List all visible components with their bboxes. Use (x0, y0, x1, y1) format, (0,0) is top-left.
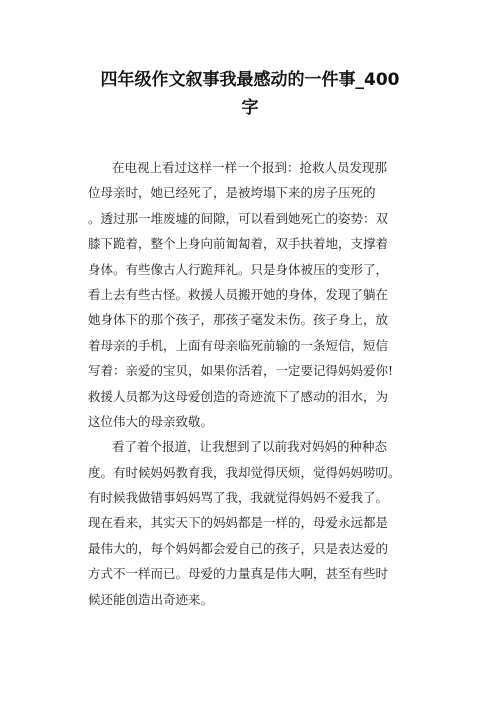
text-line: 现在看来，其实天下的妈妈都是一样的，母爱永远都是 (88, 515, 389, 531)
text-line: 在电视上看过这样一样一个报到：抢救人员发现那 (112, 160, 388, 175)
text-line: 身体。有些像古人行跪拜礼。只是身体被压的变形了， (88, 261, 389, 277)
text-line: 方式不一样而已。母爱的力量真是伟大啊，甚至有些时 (88, 566, 389, 582)
title-line-2: 字 (241, 98, 259, 118)
text-line: 写着：亲爱的宝贝，如果你活着，一定要记得妈妈爱你! (88, 363, 394, 379)
text-line: 她身体下的那个孩子，那孩子毫发未伤。孩子身上，放 (88, 312, 389, 328)
text-line: 膝下跪着，整个上身向前匍匐着，双手扶着地，支撑着 (88, 236, 389, 252)
text-line: 救援人员都为这母爱创造的奇迹流下了感动的泪水，为 (88, 388, 389, 404)
text-line: 候还能创造出奇迹来。 (88, 591, 214, 607)
text-line: 最伟大的，每个妈妈都会爱自己的孩子，只是表达爱的 (88, 540, 389, 556)
title-line-1: 四年级作文叙事我最感动的一件事_400 (100, 70, 400, 90)
document-title (70, 66, 430, 122)
paragraph-1 (88, 155, 424, 434)
text-line: 看了着个报道，让我想到了以前我对妈妈的种种态 (112, 439, 388, 455)
text-line: 度。有时候妈妈教育我，我却觉得厌烦，觉得妈妈唠叨。 (88, 464, 401, 480)
text-line: 着母亲的手机，上面有母亲临死前输的一条短信，短信 (88, 337, 389, 353)
text-line: 有时候我做错事妈妈骂了我，我就觉得妈妈不爱我了。 (88, 490, 389, 506)
text-line: 这位伟大的母亲致敬。 (88, 413, 214, 429)
text-line: 。透过那一堆废墟的间隙，可以看到她死亡的姿势：双 (88, 210, 389, 226)
text-line: 看上去有些古怪。救援人员搬开她的身体，发现了躺在 (88, 286, 389, 302)
document-body (88, 155, 424, 612)
text-line: 位母亲时，她已经死了，是被垮塌下来的房子压死的 (88, 185, 376, 201)
paragraph-2 (88, 434, 424, 612)
